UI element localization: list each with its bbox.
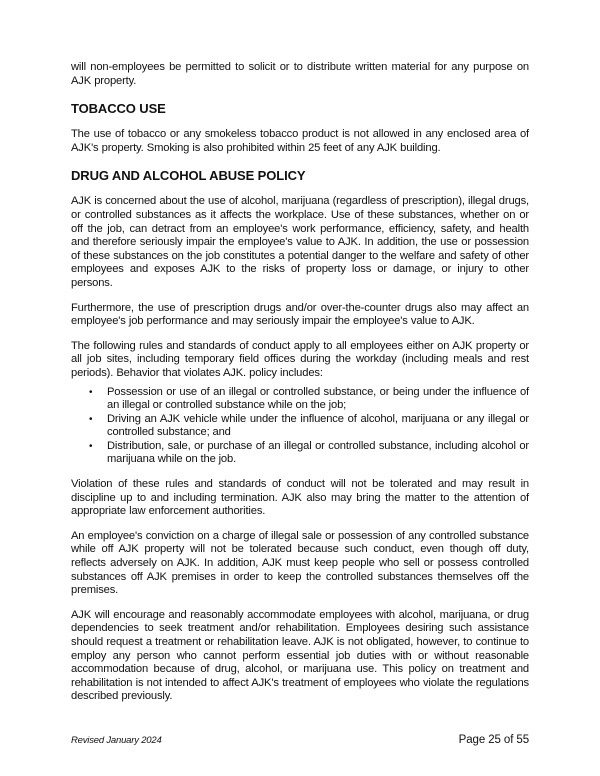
- list-item: [71, 440, 529, 467]
- list-item-text: Distribution, sale, or purchase of an illegal or controlled substance, including alcohol or marijuana while on the job.: [107, 439, 529, 466]
- section-heading-tobacco-use: TOBACCO USE: [71, 101, 166, 117]
- list-item: [71, 386, 529, 413]
- bullet-icon: •: [89, 413, 93, 425]
- spacer: [71, 184, 529, 195]
- spacer: [71, 519, 529, 530]
- spacer: [71, 88, 529, 101]
- spacer: [71, 329, 529, 340]
- page-number: Page 25 of 55: [458, 734, 529, 746]
- spacer: [71, 291, 529, 302]
- policy-paragraph-prescription: Furthermore, the use of prescription drugs and/or over-the-counter drugs also may affect an employee's job performance and may seriously impair the employee's value to AJK.: [71, 301, 529, 328]
- bullet-icon: •: [89, 440, 93, 452]
- policy-paragraph-rehabilitation: AJK will encourage and reasonably accommodate employees with alcohol, marijuana, or drug dependencies to seek treatment and/or rehabilitation. Employees desiring such assistance should request a treatment or rehabilitation leave. AJK is not obligated, however, to continue to employ any person who cannot perform essential job duties with or without reasonable accommodation because of drug, alcohol, or marijuana use. This policy on treatment and rehabilitation is not intended to affect AJK's treatment of employees who violate the regulations described previously.: [71, 608, 529, 703]
- list-item-text: Driving an AJK vehicle while under the influence of alcohol, marijuana or any illegal or controlled substance; and: [107, 412, 529, 439]
- page-footer: [71, 734, 529, 746]
- document-page: [71, 61, 529, 704]
- tobacco-paragraph: The use of tobacco or any smokeless tobacco product is not allowed in any enclosed area of AJK's property. Smoking is also prohibited within 25 feet of any AJK building.: [71, 128, 529, 154]
- bullet-icon: •: [89, 386, 93, 398]
- spacer: [71, 117, 529, 128]
- policy-paragraph-concern: AJK is concerned about the use of alcohol, marijuana (regardless of prescription), illegal drugs, or controlled substances as it affects the workplace. Use of these substances, whether on or off the job, can detract from an employee's work performance, efficiency, safety, and health and therefore seriously impair the employee's value to AJK. In addition, the use or possession of these substances on the job constitutes a potential danger to the welfare and safety of other employees and exposes AJK to the risks of property loss or damage, or injury to other persons.: [71, 195, 529, 289]
- section-heading-drug-alcohol-policy: DRUG AND ALCOHOL ABUSE POLICY: [71, 168, 306, 184]
- policy-paragraph-conviction: An employee's conviction on a charge of illegal sale or possession of any controlled substance while off AJK property will not be tolerated because such conduct, even though off duty, reflects adversely on AJK. In addition, AJK must keep people who sell or possess controlled substances off AJK premises in order to keep the controlled substances themselves off the premises.: [71, 529, 529, 597]
- spacer: [71, 467, 529, 478]
- spacer: [71, 155, 529, 168]
- policy-paragraph-rules: The following rules and standards of conduct apply to all employees either on AJK property or all job sites, including temporary field offices during the workday (including meals and rest periods). Behavior that violates AJK. policy includes:: [71, 339, 529, 379]
- violations-list: [71, 386, 529, 468]
- intro-paragraph: will non-employees be permitted to solicit or to distribute written material for any purpose on AJK property.: [71, 61, 529, 87]
- list-item-text: Possession or use of an illegal or controlled substance, or being under the influence of an illegal or controlled substance while on the job;: [107, 385, 529, 412]
- revision-date: Revised January 2024: [71, 735, 162, 746]
- spacer: [71, 598, 529, 609]
- list-item: [71, 413, 529, 440]
- policy-paragraph-violation: Violation of these rules and standards of conduct will not be tolerated and may result in discipline up to and including termination. AJK also may bring the matter to the attention of appropriate law enforcement authorities.: [71, 478, 529, 518]
